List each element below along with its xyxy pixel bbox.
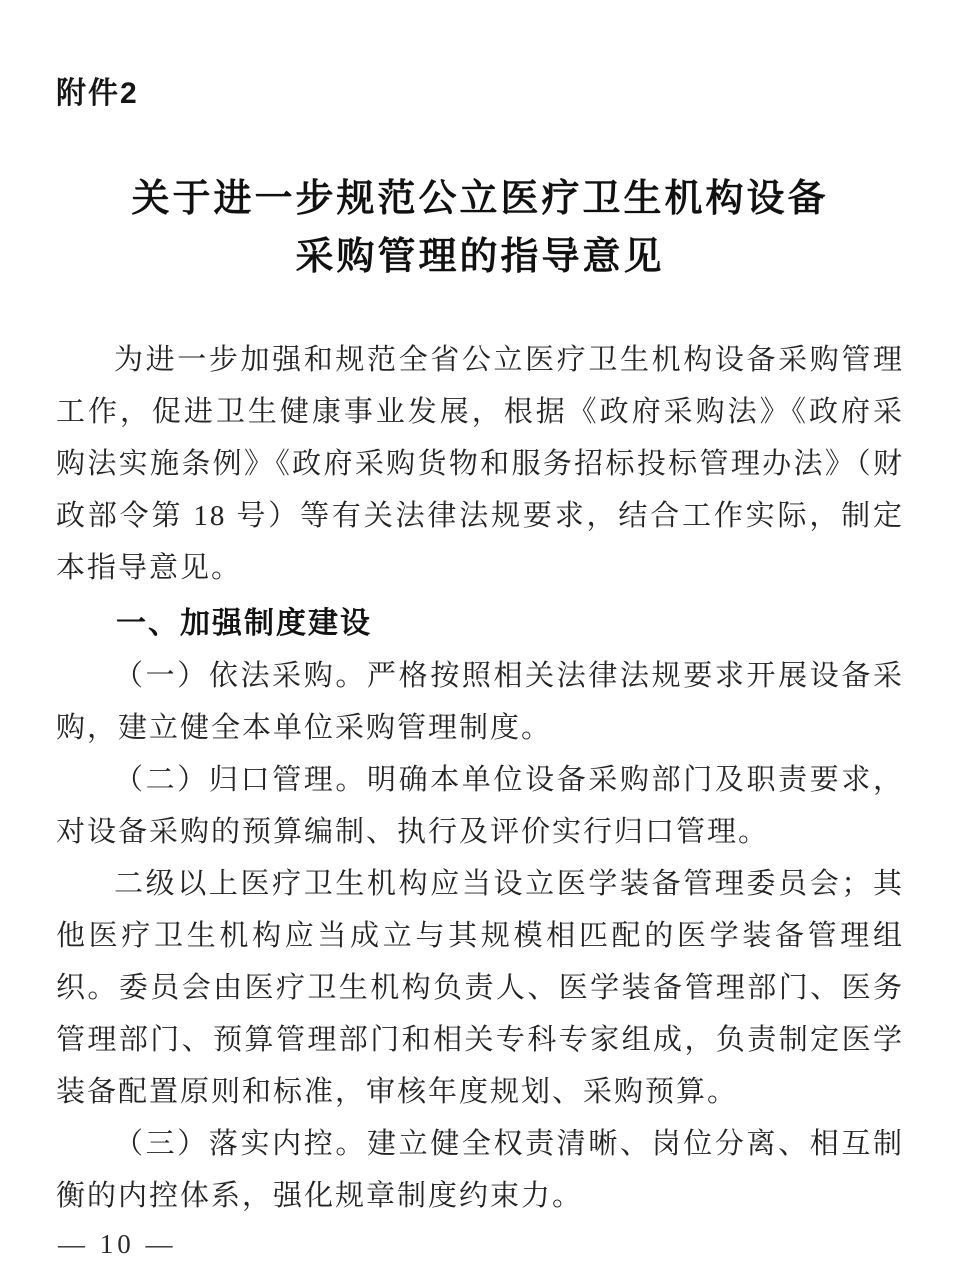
section-heading-1: 一、加强制度建设 xyxy=(116,607,372,640)
item-paragraph-2: （二）归口管理。明确本单位设备采购部门及职责要求，对设备采购的预算编制、执行及评价实行归口管理。 xyxy=(56,764,904,848)
document-body xyxy=(56,334,904,1222)
attachment-label: 附件2 xyxy=(56,77,139,110)
document-title-line-1: 关于进一步规范公立医疗卫生机构设备 xyxy=(131,178,829,220)
item-paragraph-1: （一）依法采购。严格按照相关法律法规要求开展设备采购，建立健全本单位采购管理制度。 xyxy=(56,660,904,744)
page-number: — 10 — xyxy=(58,1229,177,1259)
item-paragraph-3: （三）落实内控。建立健全权责清晰、岗位分离、相互制衡的内控体系，强化规章制度约束力。 xyxy=(56,1128,904,1212)
body-paragraph-committee: 二级以上医疗卫生机构应当设立医学装备管理委员会；其他医疗卫生机构应当成立与其规模相匹配的医学装备管理组织。委员会由医疗卫生机构负责人、医学装备管理部门、医务管理部门、预算管理部门和相关专科专家组成，负责制定医学装备配置原则和标准，审核年度规划、采购预算。 xyxy=(56,868,904,1108)
document-title-line-2: 采购管理的指导意见 xyxy=(295,236,665,278)
document-title xyxy=(56,170,904,286)
intro-paragraph: 为进一步加强和规范全省公立医疗卫生机构设备采购管理工作，促进卫生健康事业发展，根据《政府采购法》《政府采购法实施条例》《政府采购货物和服务招标投标管理办法》（财政部令第 18 号）等有关法律法规要求，结合工作实际，制定本指导意见。 xyxy=(56,344,904,584)
